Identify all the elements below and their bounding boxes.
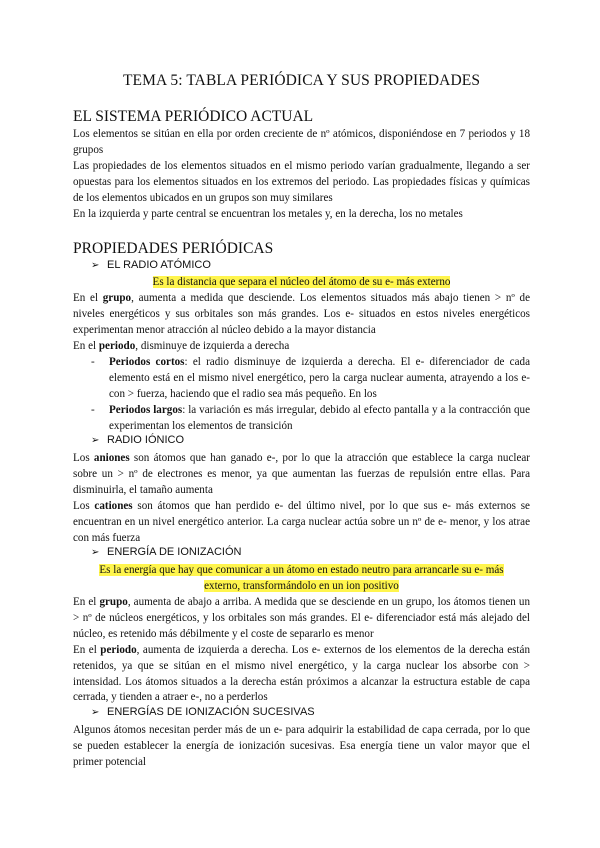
list-item-periodos-cortos: - Periodos cortos: el radio disminuye de izquierda a derecha. El e- diferenciador de cada elemento está en el mismo nivel energético, pero la carga nuclear aumenta, atrayendo a los e- con > fuerza, haciendo que el radio sea más pequeño. En los: [91, 356, 530, 400]
highlight-text: Es la distancia que separa el núcleo del átomo de su e- más externo: [152, 276, 451, 288]
paragraph-aniones: Los aniones son átomos que han ganado e-, por lo que la atracción que establece la carga nuclear sobre un > nº de electrones es menor, ya que aumentan las fuerzas de repulsión entre ellas. Para disminuirla, el tamaño aumenta: [73, 452, 530, 496]
section-heading-propiedades: PROPIEDADES PERIÓDICAS: [73, 240, 274, 257]
bullet-energia-ionizacion: [91, 546, 241, 558]
bullet-label: ENERGÍA DE IONIZACIÓN: [107, 546, 242, 558]
paragraph-cationes: Los cationes son átomos que han perdido e- del último nivel, por lo que sus e- más externos se encuentran en un nivel energético anterior. La carga nuclear actúa sobre un nº de e- menor, y los atrae con más fuerza: [73, 500, 530, 544]
arrow-bullet-icon: ➢: [91, 260, 100, 271]
bullet-energias-sucesivas: [91, 706, 315, 718]
bullet-label: RADIO IÓNICO: [107, 434, 185, 446]
highlight-text: externo, transformándolo en un ion positivo: [204, 580, 399, 592]
bullet-radio-ionico: [91, 434, 184, 446]
paragraph-grupo: En el grupo, aumenta de abajo a arriba. A medida que se desciende en un grupo, los átomos tienen un > nº de núcleos energéticos, y los orbitales son más grandes. El e- diferenciador está más alejado del núcleo, es retenido más débilmente y el coste de separarlo es menor: [73, 596, 530, 640]
highlight-definition: [73, 274, 530, 290]
section-heading-sistema: EL SISTEMA PERIÓDICO ACTUAL: [73, 108, 314, 125]
highlight-text: Es la energía que hay que comunicar a un átomo en estado neutro para arrancarle su e- más: [99, 564, 504, 576]
paragraph-sucesivas: Algunos átomos necesitan perder más de un e- para adquirir la estabilidad de capa cerrada, por lo que se pueden establecer la energía de ionización sucesivas. Esa energía tiene un valor mayor que el primer potencial: [73, 724, 530, 768]
bullet-label: ENERGÍAS DE IONIZACIÓN SUCESIVAS: [107, 706, 315, 718]
bullet-label: EL RADIO ATÓMICO: [107, 259, 211, 271]
paragraph: Los elementos se sitúan en ella por orden creciente de nº atómicos, disponiéndose en 7 periodos y 18 grupos: [73, 128, 530, 156]
paragraph-periodo: En el periodo, disminuye de izquierda a derecha: [73, 340, 290, 352]
arrow-bullet-icon: ➢: [91, 435, 100, 446]
arrow-bullet-icon: ➢: [91, 547, 100, 558]
document-title: TEMA 5: TABLA PERIÓDICA Y SUS PROPIEDADES: [122, 72, 481, 89]
highlight-definition: [73, 578, 530, 594]
highlight-definition: [73, 562, 530, 578]
paragraph: En la izquierda y parte central se encuentran los metales y, en la derecha, los no metales: [73, 208, 463, 220]
paragraph: Las propiedades de los elementos situados en el mismo periodo varían gradualmente, llegando a ser opuestas para los elementos situados en los extremos del periodo. Las propiedades físicas y químicas de los elementos ubicados en un grupos son muy similares: [73, 160, 530, 204]
bullet-radio-atomico: [91, 259, 211, 271]
arrow-bullet-icon: ➢: [91, 707, 100, 718]
list-item-periodos-largos: - Periodos largos: la variación es más irregular, debido al efecto pantalla y a la contracción que experimentan los elementos de transición: [91, 404, 530, 432]
paragraph-grupo: En el grupo, aumenta a medida que desciende. Los elementos situados más abajo tienen > nº de niveles energéticos y sus orbitales son más grandes. Los e- situados en estos niveles energéticos experimentan menor atracción al núcleo debido a la mayor distancia: [73, 292, 530, 336]
paragraph-periodo: En el periodo, aumenta de izquierda a derecha. Los e- externos de los elementos de la derecha están retenidos, ya que se sitúan en el mismo nivel energético, y la carga nuclear los absorbe con > intensidad. Los átomos situados a la derecha están próximos a alcanzar la estructura estable de capa cerrada, y tienden a atraer e-, no a perderlos: [73, 644, 530, 704]
